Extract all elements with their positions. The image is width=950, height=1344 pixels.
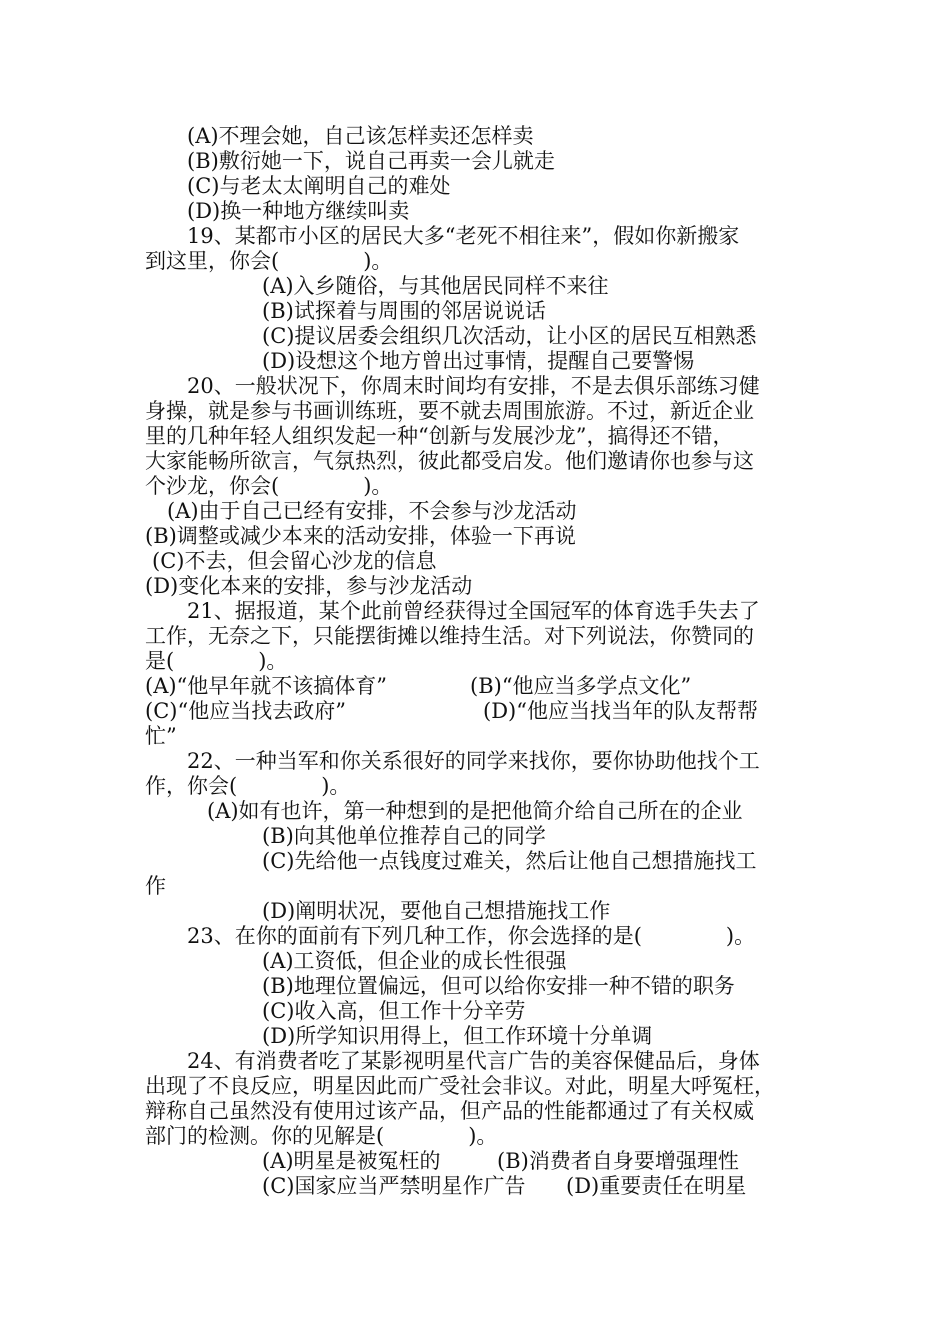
q20-option-a: (A)由于自己已经有安排，不会参与沙龙活动 — [167, 499, 577, 523]
q23-option-c: (C)收入高，但工作十分辛劳 — [262, 999, 526, 1023]
q20-option-d: (D)变化本来的安排，参与沙龙活动 — [145, 574, 473, 598]
q18-option-c: (C)与老太太阐明自己的难处 — [187, 174, 451, 198]
q18-option-a: (A)不理会她，自己该怎样卖还怎样卖 — [187, 124, 534, 148]
q22-option-a: (A)如有也许，第一种想到的是把他简介给自己所在的企业 — [207, 799, 743, 823]
q24-question: 24、有消费者吃了某影视明星代言广告的美容保健品后，身体 — [187, 1049, 760, 1073]
q18-option-b: (B)敷衍她一下，说自己再卖一会儿就走 — [187, 149, 555, 173]
q21-question-cont: 工作，无奈之下，只能摆街摊以维持生活。对下列说法，你赞同的 — [145, 624, 754, 648]
q20-question-cont: 大家能畅所欲言，气氛热烈，彼此都受启发。他们邀请你也参与这 — [145, 449, 754, 473]
q23-option-a: (A)工资低，但企业的成长性很强 — [262, 949, 567, 973]
q24-question-cont: 辩称自己虽然没有使用过该产品，但产品的性能都通过了有关权威 — [145, 1099, 754, 1123]
q22-option-c: (C)先给他一点钱度过难关，然后让他自己想措施找工 — [262, 849, 757, 873]
q22-question: 22、一种当军和你关系很好的同学来找你，要你协助他找个工 — [187, 749, 760, 773]
q19-option-d: (D)设想这个地方曾出过事情，提醒自己要警惕 — [262, 349, 695, 373]
q24-question-cont: 出现了不良反应，明星因此而广受社会非议。对此，明星大呼冤枉， — [145, 1074, 775, 1098]
q19-option-b: (B)试探着与周围的邻居说说话 — [262, 299, 546, 323]
q20-question-cont: 个沙龙，你会( )。 — [145, 474, 393, 498]
q22-option-c-cont: 作 — [145, 874, 166, 898]
q21-question-cont: 是( )。 — [145, 649, 288, 673]
q20-question-cont: 里的几种年轻人组织发起一种“创新与发展沙龙”，搞得还不错， — [145, 424, 734, 448]
q21-option-c: (C)“他应当找去政府” — [145, 699, 346, 723]
q21-option-d: (D)“他应当找当年的队友帮帮 — [483, 699, 758, 723]
q20-option-c: (C)不去，但会留心沙龙的信息 — [152, 549, 437, 573]
q21-option-d-cont: 忙” — [145, 724, 177, 748]
q19-question: 19、某都市小区的居民大多“老死不相往来”，假如你新搬家 — [187, 224, 740, 248]
q24-option-c: (C)国家应当严禁明星作广告 — [262, 1174, 526, 1198]
q19-question-cont: 到这里，你会( )。 — [145, 249, 393, 273]
q23-option-d: (D)所学知识用得上，但工作环境十分单调 — [262, 1024, 653, 1048]
q20-question: 20、一般状况下，你周末时间均有安排，不是去俱乐部练习健 — [187, 374, 760, 398]
q19-option-a: (A)入乡随俗，与其他居民同样不来往 — [262, 274, 609, 298]
q18-option-d: (D)换一种地方继续叫卖 — [187, 199, 410, 223]
q24-option-d: (D)重要责任在明星 — [566, 1174, 747, 1198]
q21-option-a: (A)“他早年就不该搞体育” — [145, 674, 388, 698]
q20-question-cont: 身操，就是参与书画训练班，要不就去周围旅游。不过，新近企业 — [145, 399, 754, 423]
q20-option-b: (B)调整或减少本来的活动安排，体验一下再说 — [145, 524, 576, 548]
q22-option-d: (D)阐明状况，要他自己想措施找工作 — [262, 899, 611, 923]
q24-option-b: (B)消费者自身要增强理性 — [497, 1149, 739, 1173]
q24-option-a: (A)明星是被冤枉的 — [262, 1149, 441, 1173]
q22-option-b: (B)向其他单位推荐自己的同学 — [262, 824, 546, 848]
q23-option-b: (B)地理位置偏远，但可以给你安排一种不错的职务 — [262, 974, 735, 998]
q21-question: 21、据报道，某个此前曾经获得过全国冠军的体育选手失去了 — [187, 599, 760, 623]
q24-question-cont: 部门的检测。你的见解是( )。 — [145, 1124, 498, 1148]
q21-option-b: (B)“他应当多学点文化” — [470, 674, 692, 698]
q19-option-c: (C)提议居委会组织几次活动，让小区的居民互相熟悉 — [262, 324, 757, 348]
q22-question-cont: 作，你会( )。 — [145, 774, 351, 798]
q23-question: 23、在你的面前有下列几种工作，你会选择的是( )。 — [187, 924, 756, 948]
